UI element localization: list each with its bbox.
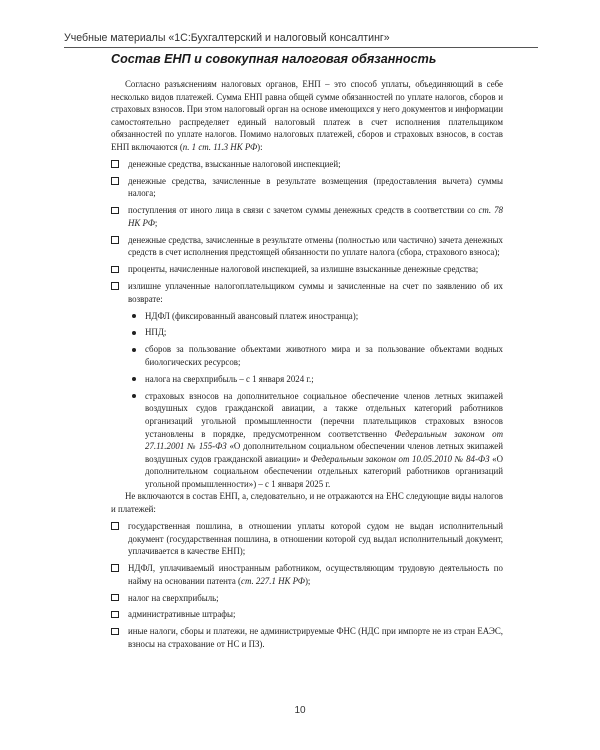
list-item: денежные средства, взысканные налоговой инспекцией; (111, 158, 503, 171)
square-bullet-icon (111, 207, 119, 215)
law-reference: ст. 78 НК РФ (128, 205, 503, 228)
square-bullet-icon (111, 594, 119, 602)
round-bullet-icon (132, 348, 136, 352)
square-bullet-icon (111, 522, 119, 530)
sub-list (128, 310, 503, 491)
list-item: налог на сверхприбыль; (111, 592, 503, 605)
list-item: государственная пошлина, в отношении уплаты которой судом не выдан исполнительный документ (государственная пошлина, в отношении которой суд выдал исполнительный документ, уплачивается в качестве ЕНП); (111, 520, 503, 558)
list-item: денежные средства, зачисленные в результате возмещения (предоставления вычета) суммы налога; (111, 175, 503, 200)
law-reference: Федеральным законом от 10.05.2010 № 84-ФЗ (310, 453, 490, 464)
sub-list-item: налога на сверхприбыль – с 1 января 2024 г.; (128, 373, 503, 386)
excluded-intro-paragraph: Не включаются в состав ЕНП, а, следовательно, и не отражаются на ЕНС следующие виды налогов и платежей: (111, 491, 503, 515)
round-bullet-icon (132, 377, 136, 381)
square-bullet-icon (111, 611, 119, 619)
law-reference: ст. 227.1 НК РФ (241, 575, 305, 586)
included-list (111, 158, 503, 491)
list-item: поступления от иного лица в связи с зачетом суммы денежных средств в соответствии со ст. 78 НК РФ; (111, 204, 503, 229)
square-bullet-icon (111, 564, 119, 572)
page-number: 10 (294, 705, 306, 716)
round-bullet-icon (132, 314, 136, 318)
running-header: Учебные материалы «1С:Бухгалтерский и налоговый консалтинг» (64, 32, 390, 44)
body-text (111, 78, 503, 651)
law-reference: Федеральным законом от 27.11.2001 № 155-ФЗ (145, 428, 503, 452)
list-item: излишне уплаченные налогоплательщиком суммы и зачисленные на счет по заявлению об их возврате: НДФЛ (фиксированный авансовый платеж иностранца); НПД; сборов за пользование объектами животного мира и за пользование объектами водных биологических ресурсов; налога на сверхприбыль – с 1 января 2024 г.; страховых взносов на дополнительное социальное обеспечение членов летных экипажей воздушных судов гражданской авиации, а также отдельных категорий работников организаций угольной промышленности (перечни плательщиков страховых взносов установлены в порядке, предусмотренном соответственно Федеральным законом от 27.11.2001 № 155-ФЗ «О дополнительном социальном обеспечении членов летных экипажей воздушных судов гражданской авиации» и Федеральным законом от 10.05.2010 № 84-ФЗ «О дополнительном социальном обеспечении отдельных категорий работников организаций угольной промышленности») – с 1 января 2025 г. (111, 280, 503, 490)
sub-list-item: НПД; (128, 326, 503, 339)
square-bullet-icon (111, 266, 119, 274)
round-bullet-icon (132, 394, 136, 398)
list-item: административные штрафы; (111, 608, 503, 621)
square-bullet-icon (111, 628, 119, 636)
sub-list-item: страховых взносов на дополнительное социальное обеспечение членов летных экипажей воздушных судов гражданской авиации, а также отдельных категорий работников организаций угольной промышленности (перечни плательщиков страховых взносов установлены в порядке, предусмотренном соответственно Федеральным законом от 27.11.2001 № 155-ФЗ «О дополнительном социальном обеспечении членов летных экипажей воздушных судов гражданской авиации» и Федеральным законом от 10.05.2010 № 84-ФЗ «О дополнительном социальном обеспечении отдельных категорий работников организаций угольной промышленности») – с 1 января 2025 г. (128, 390, 503, 491)
square-bullet-icon (111, 160, 119, 168)
section-title: Состав ЕНП и совокупная налоговая обязанность (111, 52, 437, 66)
list-item: НДФЛ, уплачиваемый иностранным работником, осуществляющим трудовую деятельность по найму на основании патента (ст. 227.1 НК РФ); (111, 562, 503, 587)
sub-list-item: сборов за пользование объектами животного мира и за пользование объектами водных биологических ресурсов; (128, 343, 503, 368)
intro-paragraph: Согласно разъяснениям налоговых органов, ЕНП – это способ уплаты, объединяющий в себе несколько видов платежей. Сумма ЕНП равна общей сумме обязанностей по уплате налогов, сборов и страховых взносов. При этом налоговый орган на основе имеющихся у него документов и информации самостоятельно распределяет единый налоговый платеж в счет исполнения плательщиком обязанностей по уплате налогов. Помимо налоговых платежей, сборов и страховых взносов, в состав ЕНП включаются (п. 1 ст. 11.3 НК РФ): (111, 79, 503, 152)
square-bullet-icon (111, 282, 119, 290)
header-rule (64, 47, 538, 48)
list-item: проценты, начисленные налоговой инспекцией, за излишне взысканные денежные средства; (111, 263, 503, 276)
law-reference: п. 1 ст. 11.3 НК РФ (182, 141, 258, 152)
sub-list-item: НДФЛ (фиксированный авансовый платеж иностранца); (128, 310, 503, 323)
square-bullet-icon (111, 236, 119, 244)
excluded-list (111, 520, 503, 651)
list-item: иные налоги, сборы и платежи, не администрируемые ФНС (НДС при импорте не из стран ЕАЭС, взносы на страхование от НС и ПЗ). (111, 625, 503, 650)
list-item: денежные средства, зачисленные в результате отмены (полностью или частично) зачета денежных средств в счет исполнения предстоящей обязанности по уплате налога (сбора, страхового взноса); (111, 234, 503, 259)
square-bullet-icon (111, 177, 119, 185)
round-bullet-icon (132, 331, 136, 335)
